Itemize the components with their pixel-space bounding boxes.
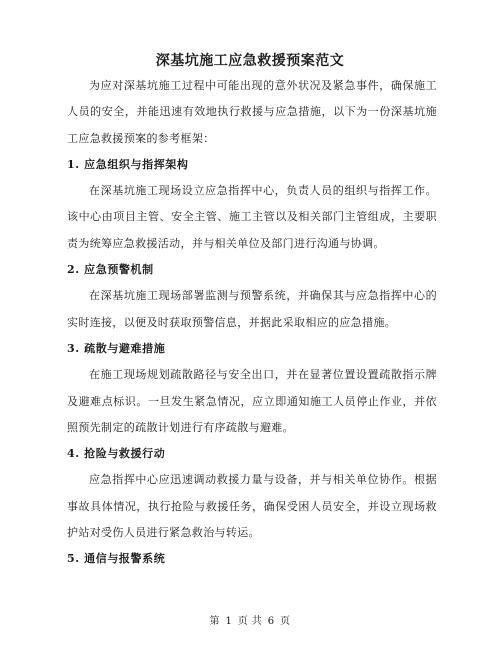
document-title: 深基坑施工应急救援预案范文 (155, 53, 345, 69)
page-suffix: 页 (280, 616, 291, 627)
page-middle: 页 共 (237, 616, 263, 627)
section-heading-2: 2. 应急预警机制 (67, 263, 154, 277)
section-body-3: 在施工现场规划疏散路径与安全出口，并在显著位置设置疏散指示牌及避难点标识。一旦发生紧急情况，应立即通知施工人员停止作业，并依照预先制定的疏散计划进行有序疏散与避难。 (67, 368, 437, 434)
intro-paragraph: 为应对深基坑施工过程中可能出现的意外状况及紧急事件，确保施工人员的安全，并能迅速有效地执行救援与应急措施，以下为一份深基坑施工应急救援预案的参考框架： (67, 79, 437, 145)
document-body (67, 73, 437, 573)
section-body-2: 在深基坑施工现场部署监测与预警系统，并确保其与应急指挥中心的实时连接，以便及时获取预警信息，并据此采取相应的应急措施。 (67, 289, 437, 329)
section-body-1: 在深基坑施工现场设立应急指挥中心，负责人员的组织与指挥工作。该中心由项目主管、安全主管、施工主管以及相关部门主管组成，主要职责为统筹应急救援活动，并与相关单位及部门进行沟通与协调。 (67, 184, 437, 250)
section-heading-5: 5. 通信与报警系统 (67, 552, 166, 566)
page-prefix: 第 (209, 616, 220, 627)
section-heading-1: 1. 应急组织与指挥架构 (67, 157, 189, 171)
page-number: 1 (225, 616, 233, 627)
section-body-4: 应急指挥中心应迅速调动救援力量与设备，并与相关单位协作。根据事故具体情况，执行抢险与救援任务，确保受困人员安全，并设立现场救护站对受伤人员进行紧急救治与转运。 (67, 473, 437, 540)
section-heading-4: 4. 抢险与救援行动 (67, 447, 166, 461)
page-footer (0, 612, 500, 627)
section-heading-3: 3. 疏散与避难措施 (67, 341, 166, 355)
page-total: 6 (267, 616, 275, 627)
